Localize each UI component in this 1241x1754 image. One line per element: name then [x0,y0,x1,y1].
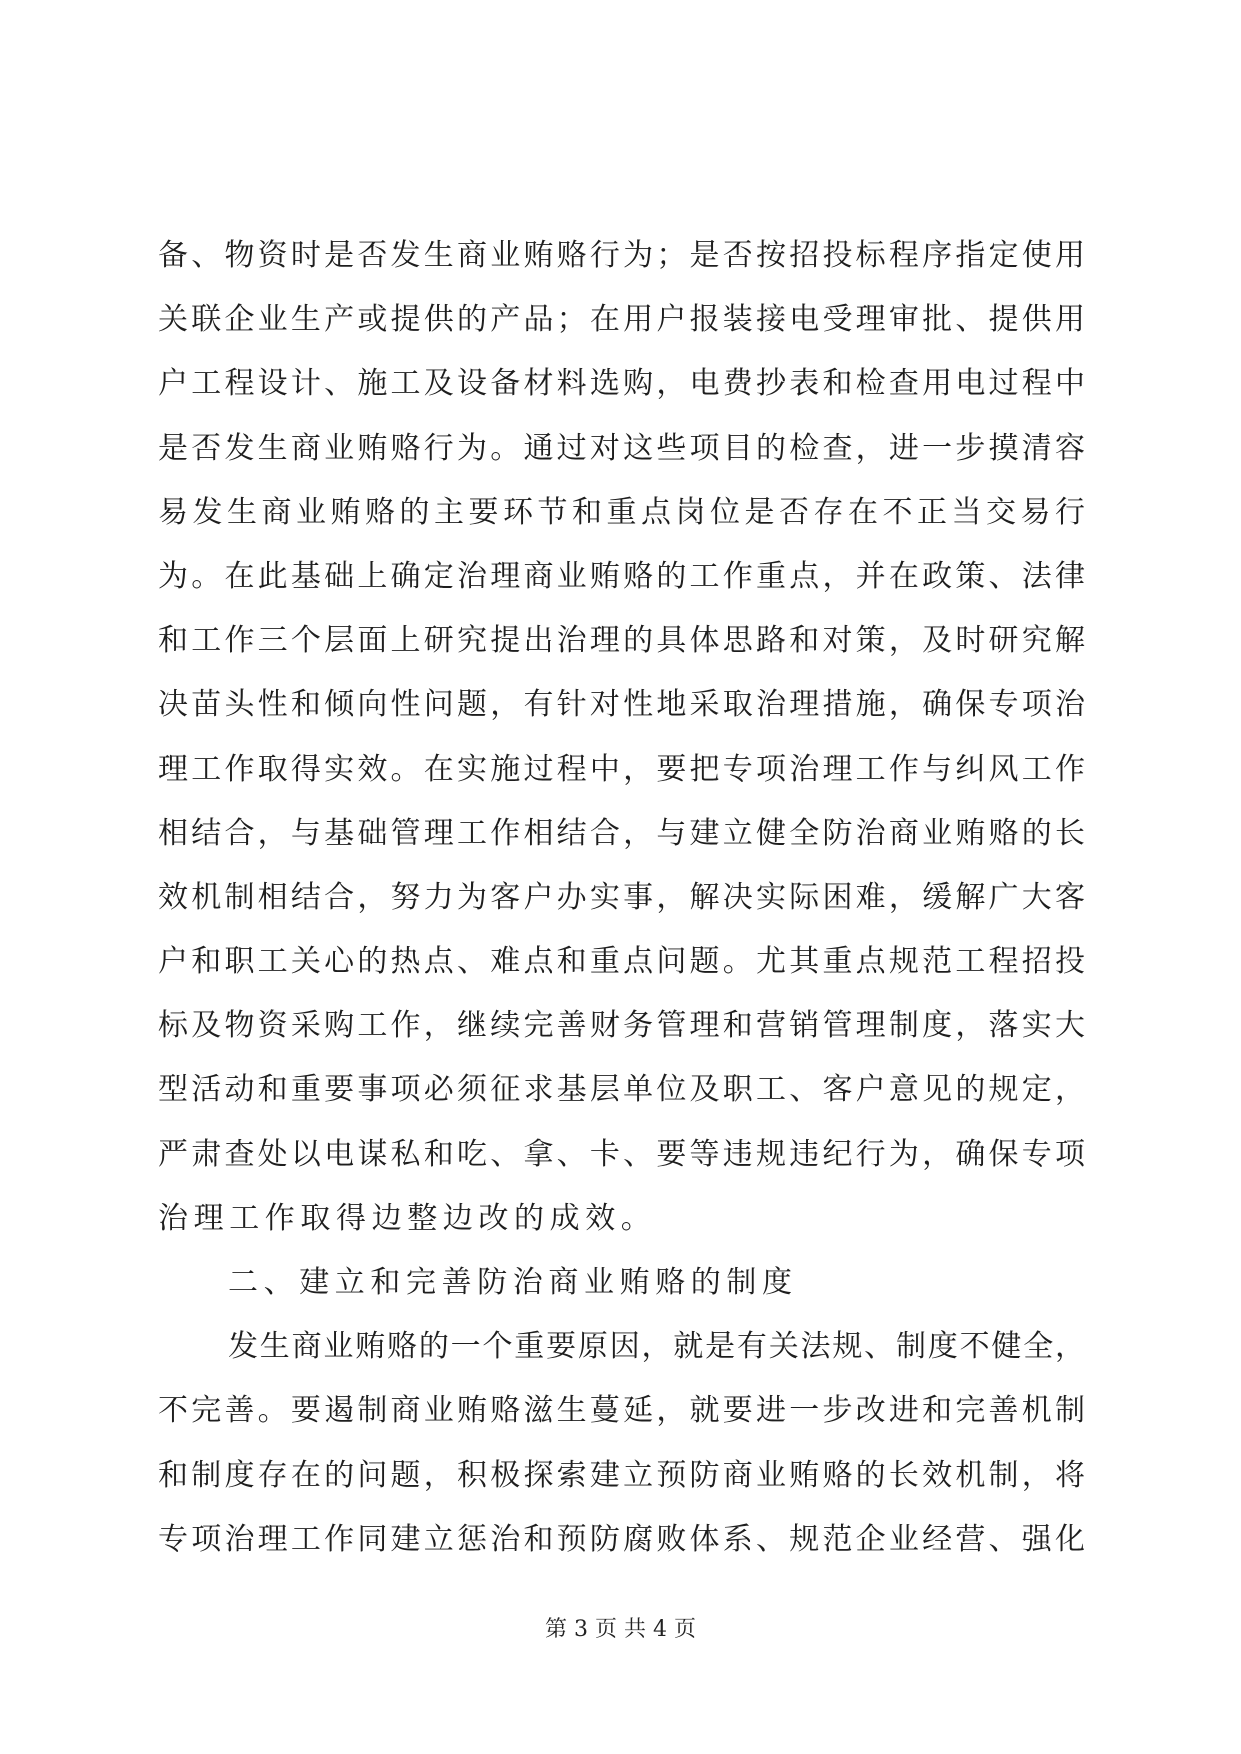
text-line: 治理工作取得边整边改的成效。 [158,1200,657,1236]
text-line: 户工程设计、施工及设备材料选购，电费抄表和检查用电过程中 [158,366,1085,402]
text-line: 户和职工关心的热点、难点和重点问题。尤其重点规范工程招投 [158,944,1085,980]
text-line: 是否发生商业贿赂行为。通过对这些项目的检查，进一步摸清容 [158,430,1085,466]
page-number: 第 3 页 共 4 页 [545,1617,696,1642]
text-line: 决苗头性和倾向性问题，有针对性地采取治理措施，确保专项治 [158,687,1085,723]
text-line: 理工作取得实效。在实施过程中，要把专项治理工作与纠风工作 [158,751,1085,787]
text-line: 型活动和重要事项必须征求基层单位及职工、客户意见的规定， [158,1072,1085,1108]
text-line: 和工作三个层面上研究提出治理的具体思路和对策，及时研究解 [158,623,1085,659]
body-text [158,224,1085,1572]
text-line: 为。在此基础上确定治理商业贿赂的工作重点，并在政策、法律 [158,558,1085,594]
text-line: 易发生商业贿赂的主要环节和重点岗位是否存在不正当交易行 [158,494,1085,530]
text-line: 和制度存在的问题，积极探索建立预防商业贿赂的长效机制，将 [158,1457,1085,1493]
text-line: 关联企业生产或提供的产品；在用户报装接电受理审批、提供用 [158,302,1085,338]
text-line: 发生商业贿赂的一个重要原因，就是有关法规、制度不健全， [228,1329,1085,1365]
text-line: 效机制相结合，努力为客户办实事，解决实际困难，缓解广大客 [158,879,1085,915]
text-line: 相结合，与基础管理工作相结合，与建立健全防治商业贿赂的长 [158,815,1085,851]
text-line: 专项治理工作同建立惩治和预防腐败体系、规范企业经营、强化 [158,1521,1085,1557]
text-line: 备、物资时是否发生商业贿赂行为；是否按招投标程序指定使用 [158,238,1085,273]
section-heading: 二、建立和完善防治商业贿赂的制度 [228,1265,798,1300]
text-line: 不完善。要遏制商业贿赂滋生蔓延，就要进一步改进和完善机制 [158,1393,1085,1429]
text-line: 标及物资采购工作，继续完善财务管理和营销管理制度，落实大 [158,1008,1085,1044]
text-line: 严肃查处以电谋私和吃、拿、卡、要等违规违纪行为，确保专项 [158,1136,1085,1172]
